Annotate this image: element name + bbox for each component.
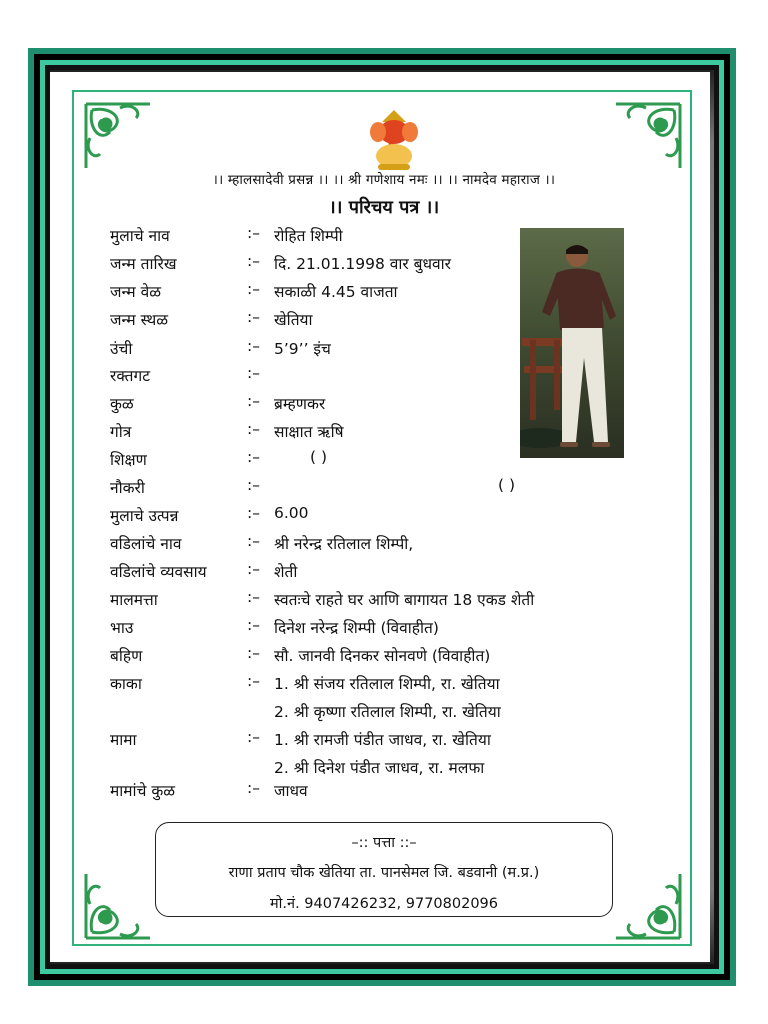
row-label: काका bbox=[110, 675, 142, 693]
row-value: रोहित शिम्पी bbox=[274, 227, 343, 245]
address-heading: –:: पत्ता ::– bbox=[351, 835, 417, 851]
corner-ornament-icon bbox=[80, 866, 158, 944]
row-separator: :– bbox=[247, 779, 260, 797]
row-separator: :– bbox=[247, 224, 260, 242]
row-value: 5’9’’ इंच bbox=[274, 340, 331, 358]
row-separator: :– bbox=[247, 504, 260, 522]
row-separator: :– bbox=[247, 476, 260, 494]
row-separator: :– bbox=[247, 364, 260, 382]
row-label: भाउ bbox=[110, 619, 134, 637]
row-separator: :– bbox=[247, 560, 260, 578]
row-value: शेती bbox=[274, 563, 298, 581]
mobile-numbers: मो.नं. 9407426232, 9770802096 bbox=[269, 896, 499, 912]
row-label: नौकरी bbox=[110, 479, 145, 497]
row-separator: :– bbox=[247, 672, 260, 690]
row-value: 1. श्री संजय रतिलाल शिम्पी, रा. खेतिया bbox=[274, 675, 500, 693]
portrait-photo bbox=[520, 228, 624, 458]
row-label: मुलाचे नाव bbox=[110, 227, 170, 245]
row-value: ब्रम्हणकर bbox=[274, 395, 326, 413]
row-label: मामांचे कुळ bbox=[110, 782, 176, 800]
row-value: 6.00 bbox=[274, 504, 309, 522]
row-separator: :– bbox=[247, 392, 260, 410]
row-label: मामा bbox=[110, 731, 137, 749]
row-label: गोत्र bbox=[110, 423, 132, 441]
row-separator: :– bbox=[247, 728, 260, 746]
corner-ornament-icon bbox=[608, 866, 686, 944]
row-value: खेतिया bbox=[274, 311, 313, 329]
row-label: कुळ bbox=[110, 395, 134, 413]
blessing-line: ।। म्हालसादेवी प्रसन्न ।। ।। श्री गणेशाय नमः ।। ।। नामदेव महाराज ।। bbox=[212, 172, 556, 188]
row-value: सकाळी 4.45 वाजता bbox=[274, 283, 398, 301]
ganesh-icon bbox=[368, 108, 420, 172]
row-value: 2. श्री कृष्णा रतिलाल शिम्पी, रा. खेतिया bbox=[274, 703, 501, 721]
row-label: उंची bbox=[110, 340, 133, 358]
row-separator: :– bbox=[247, 532, 260, 550]
row-label: जन्म तारिख bbox=[110, 255, 177, 273]
row-label: जन्म स्थळ bbox=[110, 311, 169, 329]
page-title: ।। परिचय पत्र ।। bbox=[328, 197, 440, 218]
row-separator: :– bbox=[247, 616, 260, 634]
row-label: बहिण bbox=[110, 647, 143, 665]
row-label: वडिलांचे व्यवसाय bbox=[110, 563, 207, 581]
row-separator: :– bbox=[247, 420, 260, 438]
job-parens: ( ) bbox=[498, 476, 516, 494]
row-value: दिनेश नरेन्द्र शिम्पी (विवाहीत) bbox=[274, 619, 439, 637]
row-value: श्री नरेन्द्र रतिलाल शिम्पी, bbox=[274, 535, 414, 553]
row-label: जन्म वेळ bbox=[110, 283, 162, 301]
row-separator: :– bbox=[247, 308, 260, 326]
row-label: मालमत्ता bbox=[110, 591, 158, 609]
row-label: वडिलांचे नाव bbox=[110, 535, 182, 553]
row-value: सौ. जानवी दिनकर सोनवणे (विवाहीत) bbox=[274, 647, 491, 665]
row-value: 2. श्री दिनेश पंडीत जाधव, रा. मलफा bbox=[274, 759, 485, 777]
row-separator: :– bbox=[247, 337, 260, 355]
corner-ornament-icon bbox=[608, 98, 686, 176]
row-separator: :– bbox=[247, 588, 260, 606]
row-value: 1. श्री रामजी पंडीत जाधव, रा. खेतिया bbox=[274, 731, 491, 749]
row-separator: :– bbox=[247, 280, 260, 298]
row-value: साक्षात ऋषि bbox=[274, 423, 344, 441]
row-separator: :– bbox=[247, 252, 260, 270]
row-value: जाधव bbox=[274, 782, 308, 800]
corner-ornament-icon bbox=[80, 98, 158, 176]
row-label: मुलाचे उत्पन्न bbox=[110, 507, 179, 525]
row-value: स्वतःचे राहते घर आणि बागायत 18 एकड शेती bbox=[274, 591, 535, 609]
row-value: दि. 21.01.1998 वार बुधवार bbox=[274, 255, 452, 273]
row-separator: :– bbox=[247, 448, 260, 466]
education-parens: ( ) bbox=[310, 448, 328, 466]
row-label: रक्तगट bbox=[110, 367, 151, 385]
row-label: शिक्षण bbox=[110, 451, 147, 469]
row-separator: :– bbox=[247, 644, 260, 662]
address-text: राणा प्रताप चौक खेतिया ता. पानसेमल जि. बडवानी (म.प्र.) bbox=[228, 865, 540, 881]
